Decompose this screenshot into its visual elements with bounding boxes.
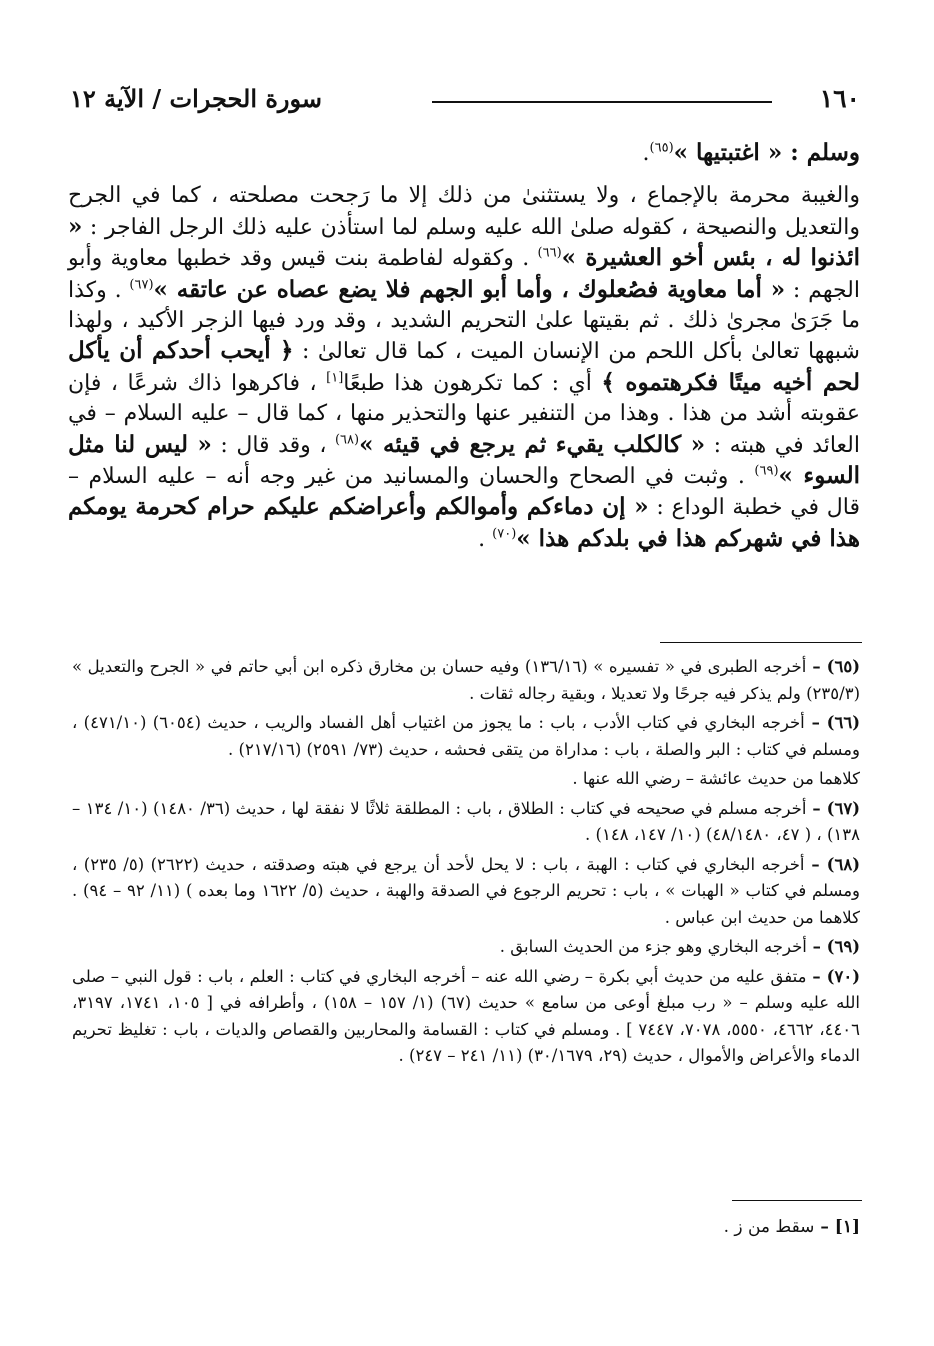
footnote-text: كلاهما من حديث عائشة – رضي الله عنها . (572, 769, 860, 788)
footnote-number: (٦٥) – (806, 657, 861, 676)
apparatus-divider (732, 1200, 862, 1201)
body-text-run: أي : كما تكرهون هذا طبعًا (343, 370, 602, 396)
hadith-quote: وسلم : « اغتبتيها » (673, 139, 860, 166)
apparatus-note-1 (72, 1214, 860, 1241)
body-text-run: . وكذا ما جَرَىٰ مجرىٰ ذلك . ثم بقيتها علىٰ التحريم الشديد ، وقد ورد فيها الزجر الأكيد ، ولهذا شبهها تعالىٰ بأكل اللحم من الإنسان الميت ، كما قال تعالىٰ : (68, 277, 860, 365)
footnote-ref[interactable]: (٦٩) (754, 463, 779, 479)
body-text-run: . (478, 526, 493, 552)
footnote-text: أخرجه البخاري وهو جزء من الحديث السابق . (499, 937, 807, 956)
footnote-65 (72, 654, 860, 707)
page-header (70, 84, 860, 118)
body-text-run: ، وقد قال : (211, 432, 335, 458)
hadith-quote: « إن دماءكم وأموالكم وأعراضكم عليكم حرام كحرمة يومكم هذا في شهركم هذا في بلدكم هذا » (68, 493, 860, 552)
footnote-ref[interactable]: (٦٦) (537, 245, 562, 261)
body-paragraph-1: وسلم : « اغتبتيها »$^{(٦٥)}$. (642, 139, 860, 166)
hadith-quote: « كالكلب يقيء ثم يرجع في قيئه » (359, 430, 706, 458)
body-text-run: والغيبة محرمة بالإجماع ، ولا يستثنىٰ من ذلك إلا ما رَجحت مصلحته ، كما في الجرح والتعديل والنصيحة ، كقوله صلىٰ الله عليه وسلم لما استأذن عليه ذلك الرجل الفاجر : (68, 183, 860, 240)
footnote-divider (660, 642, 862, 643)
footnote-70 (72, 964, 860, 1070)
textual-apparatus (72, 1214, 860, 1244)
hadith-quote: « أما معاوية فصُعلوك ، وأما أبو الجهم فلا يضع عصاه عن عاتقه » (153, 275, 786, 303)
body-text-run: . وثبت في الصحاح والحسان والمسانيد من غير وجه أنه – عليه السلام – قال في خطبة الوداع : (68, 464, 860, 521)
footnote-ref[interactable]: (٧٠) (492, 526, 517, 542)
running-title: سورة الحجرات / الآية ١٢ (70, 84, 323, 113)
footnote-number: (٦٨) – (804, 854, 860, 874)
footnote-number: [١] – (814, 1217, 860, 1237)
body-text-run: ، فاكرهوا ذاك شرعًا ، فإن عقوبته أشد من هذا . وهذا من التنفير عنها والتحذير منها ، كما قال – عليه السلام – في العائد في هبته : (68, 370, 860, 458)
footnote-text: متفق عليه من حديث أبي بكرة – رضي الله عنه – أخرجه البخاري في كتاب : العلم ، باب : قول النبي – صلى الله عليه وسلم – « رب مبلغ أوعى من سامع » حديث (٦٧) (١/ ١٥٧ – ١٥٨) ، وأطرافه في [ ١٠٥، ١٧٤١، ٣١٩٧، ٤٤٠٦، ٤٦٦٢، ٥٥٥٠، ٧٠٧٨، ٧٤٤٧ ] . ومسلم في كتاب : القسامة والمحاربين والقصاص والديات ، باب : تغليظ تحريم الدماء والأعراض والأموال ، حديث (٢٩، ٣٠/١٦٧٩) (١١/ ٢٤١ – ٢٤٧) . (72, 966, 861, 1065)
footnote-number: (٧٠) – (806, 966, 860, 986)
footnote-68 (72, 852, 860, 932)
apparatus-ref[interactable]: [١] (326, 370, 344, 386)
footnote-text: أخرجه البخاري في كتاب الأدب ، باب : ما يجوز من اغتياب أهل الفساد والريب ، حديث (٦٠٥٤) (٤٧١/١٠) ، ومسلم في كتاب : البر والصلة ، باب : مداراة من يتقى فحشه ، حديث (٧٣/ ٢٥٩١) (٢١٧/١٦) . (72, 713, 860, 759)
footnote-text: أخرجه مسلم في صحيحه في كتاب : الطلاق ، باب : المطلقة ثلاثًا لا نفقة لها ، حديث (٣٦/ ١٤٨٠) (١٠/ ١٣٤ – ١٣٨) ، ( ٤٧، ٤٨/١٤٨٠) (١٠/ ١٤٧، ١٤٨) . (72, 798, 860, 844)
footnote-number: (٦٩) – (806, 937, 860, 956)
footnote-67 (72, 796, 860, 849)
footnote-number: (٦٧) – (806, 798, 861, 818)
header-rule (432, 101, 772, 103)
footnote-number: (٦٦) – (804, 713, 861, 732)
footnote-text: أخرجه الطبرى في « تفسيره » (١٣٦/١٦) وفيه حسان بن مخارق ذكره ابن أبي حاتم في « الجرح والتعديل » (٢٣٥/٣) ولم يذكر فيه جرحًا ولا تعديلا ، وبقية رجاله ثقات . (72, 657, 860, 703)
footnote-ref[interactable]: (٦٥) (649, 140, 674, 156)
quran-quote: ﴿ أيحب أحدكم أن يأكل لحم أخيه ميتًا فكرهتموه ﴾ (68, 337, 860, 396)
footnote-66 (72, 710, 860, 763)
hadith-quote: « ليس لنا مثل السوء » (68, 430, 860, 490)
footnote-ref[interactable]: (٦٨) (334, 432, 360, 448)
footnote-text: أخرجه البخاري في كتاب : الهبة ، باب : لا يحل لأحد أن يرجع في هبته وصدقته ، حديث (٢٦٢٢) (٥/ ٢٣٥) ، ومسلم في كتاب « الهبات » ، باب : تحريم الرجوع في الصدقة والهبة ، حديث (٥/ ١٦٢٢ وما بعده ) (١١/ ٩٢ – ٩٤) . كلاهما من حديث ابن عباس . (72, 854, 861, 927)
footnote-ref[interactable]: (٦٧) (129, 277, 154, 293)
body-paragraph-2 (68, 181, 860, 555)
footnote-66-continued (72, 766, 860, 793)
page-number: ١٦٠ (819, 84, 860, 113)
footnotes (72, 654, 860, 1073)
body-text (68, 138, 860, 555)
footnote-text: سقط من ز . (723, 1217, 815, 1237)
hadith-quote: « ائذنوا له ، بئس أخو العشيرة » (68, 212, 860, 272)
footnote-69 (72, 934, 860, 961)
body-text-run: . وكقوله لفاطمة بنت قيس وقد خطبها معاوية وأبو الجهم : (68, 246, 860, 303)
